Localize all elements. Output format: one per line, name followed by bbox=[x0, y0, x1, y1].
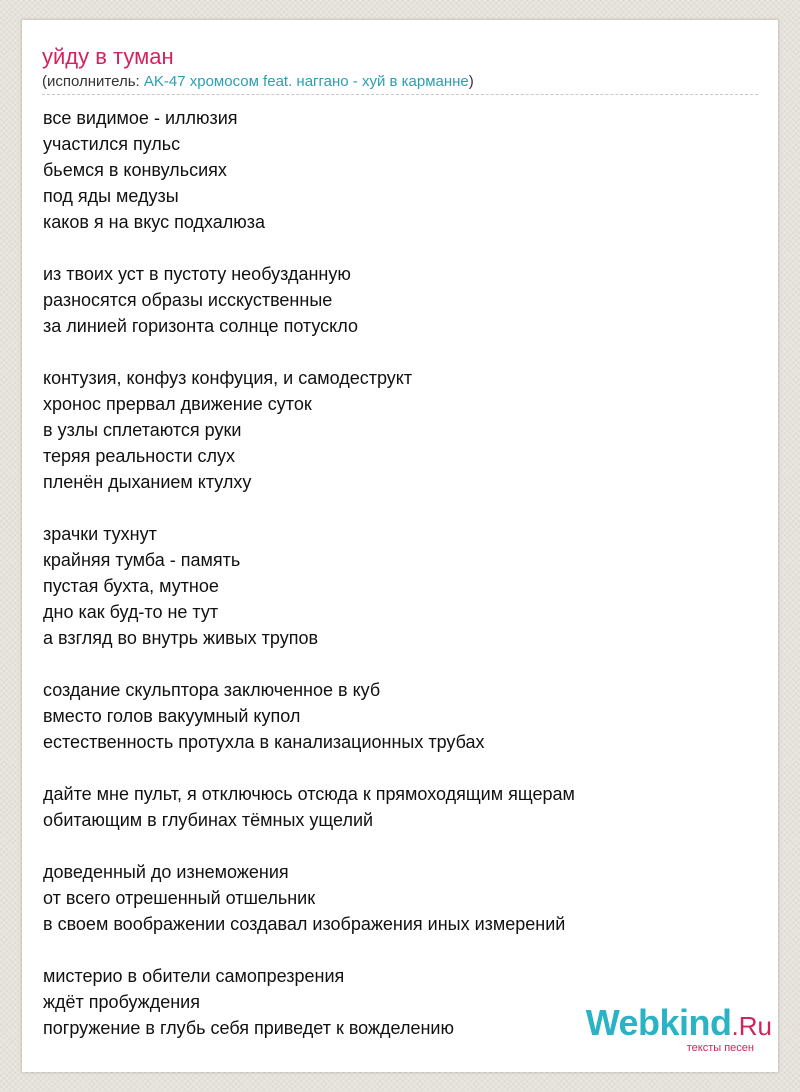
lyrics-stanza bbox=[43, 781, 759, 833]
logo-wordmark bbox=[585, 1002, 772, 1044]
lyric-line: вместо голов вакуумный купол bbox=[43, 706, 301, 726]
lyric-line: в узлы сплетаются руки bbox=[43, 420, 242, 440]
lyrics-stanza bbox=[43, 105, 759, 235]
lyric-line: в своем воображении создавал изображения иных измерений bbox=[43, 914, 566, 934]
lyric-line: под яды медузы bbox=[43, 186, 179, 206]
lyric-line: мистерио в обители самопрезрения bbox=[43, 966, 345, 986]
lyric-line: естественность протухла в канализационных трубах bbox=[43, 732, 485, 752]
lyric-line: а взгляд во внутрь живых трупов bbox=[43, 628, 319, 648]
logo-main-text: Webkind bbox=[585, 1002, 732, 1043]
lyric-line: разносятся образы исскуственные bbox=[43, 290, 333, 310]
lyric-line: обитающим в глубинах тёмных ущелий bbox=[43, 810, 374, 830]
lyric-line: пустая бухта, мутное bbox=[43, 576, 219, 596]
lyric-line: от всего отрешенный отшельник bbox=[43, 888, 316, 908]
lyric-line: погружение в глубь себя приведет к вожделению bbox=[43, 1018, 454, 1038]
lyric-line: контузия, конфуз конфуция, и самодеструкт bbox=[43, 368, 413, 388]
artist-link[interactable]: AK-47 хромосом feat. наггано - хуй в карманне bbox=[143, 73, 469, 90]
lyric-line: за линией горизонта солнце потускло bbox=[43, 316, 358, 336]
lyric-line: из твоих уст в пустоту необузданную bbox=[43, 264, 351, 284]
lyric-line: бьемся в конвульсиях bbox=[43, 160, 227, 180]
lyric-line: ждёт пробуждения bbox=[43, 992, 200, 1012]
artist-line bbox=[42, 72, 474, 92]
lyric-line: дно как буд-то не тут bbox=[43, 602, 219, 622]
lyrics-body bbox=[43, 105, 759, 1067]
site-logo[interactable] bbox=[585, 1002, 772, 1054]
lyrics-stanza bbox=[43, 521, 759, 651]
lyric-line: все видимое - иллюзия bbox=[43, 108, 238, 128]
lyrics-page bbox=[22, 20, 778, 1072]
lyric-line: участился пульс bbox=[43, 134, 181, 154]
artist-suffix: ) bbox=[468, 73, 474, 90]
song-title: уйду в туман bbox=[42, 44, 174, 69]
title-divider bbox=[42, 94, 758, 95]
lyrics-stanza bbox=[43, 859, 759, 937]
lyric-line: крайняя тумба - память bbox=[43, 550, 241, 570]
lyric-line: каков я на вкус подхалюза bbox=[43, 212, 266, 232]
lyric-line: хронос прервал движение суток bbox=[43, 394, 312, 414]
lyric-line: теряя реальности слух bbox=[43, 446, 236, 466]
lyric-line: создание скульптора заключенное в куб bbox=[43, 680, 381, 700]
lyric-line: доведенный до изнеможения bbox=[43, 862, 289, 882]
lyric-line: зрачки тухнут bbox=[43, 524, 157, 544]
lyrics-stanza bbox=[43, 677, 759, 755]
lyric-line: дайте мне пульт, я отключюсь отсюда к прямоходящим ящерам bbox=[43, 784, 575, 804]
artist-prefix: (исполнитель: bbox=[42, 73, 144, 90]
logo-suffix: .Ru bbox=[731, 1011, 772, 1041]
lyrics-stanza bbox=[43, 261, 759, 339]
logo-subtitle: тексты песен bbox=[686, 1042, 754, 1054]
lyrics-stanza bbox=[43, 365, 759, 495]
lyric-line: пленён дыханием ктулху bbox=[43, 472, 252, 492]
